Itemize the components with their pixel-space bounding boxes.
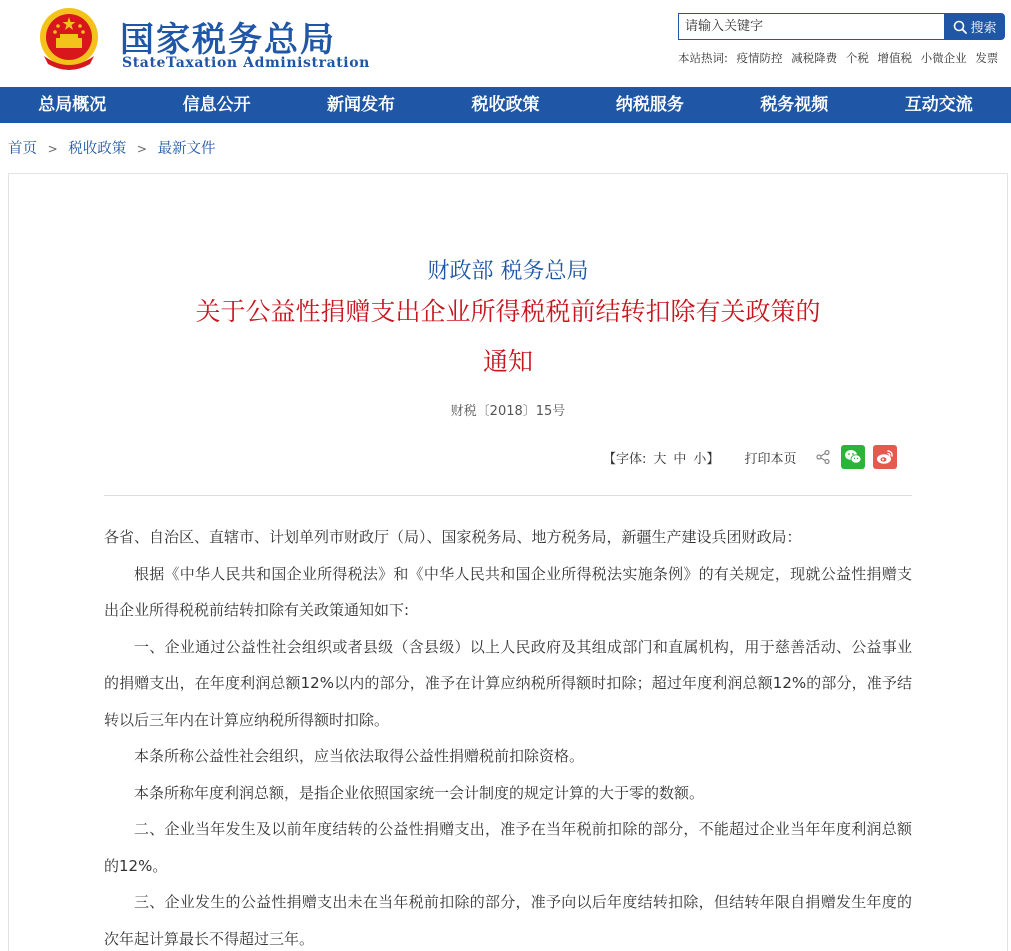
article-paragraph: 二、企业当年发生及以前年度结转的公益性捐赠支出，准予在当年税前扣除的部分，不能超过企业当年年度利润总额的12%。 (104, 820, 912, 875)
hotwords-bar (678, 50, 998, 66)
article-paragraph: 三、企业发生的公益性捐赠支出未在当年税前扣除的部分，准予向以后年度结转扣除，但结转年限自捐赠发生年度的次年起计算最长不得超过三年。 (104, 893, 912, 948)
hotword-link[interactable]: 小微企业 (920, 51, 967, 65)
hotword-link[interactable]: 疫情防控 (736, 51, 783, 65)
search-icon (953, 20, 967, 34)
article-paragraph: 本条所称公益性社会组织，应当依法取得公益性捐赠税前扣除资格。 (134, 747, 585, 765)
document-number: 财税〔2018〕15号 (450, 404, 566, 419)
wechat-icon (844, 449, 862, 465)
article-title-line1: 关于公益性捐赠支出企业所得税税前结转扣除有关政策的 (195, 297, 821, 326)
article-title-line2: 通知 (482, 347, 533, 376)
hotword-link[interactable]: 发票 (975, 51, 999, 65)
nav-item-tax-service[interactable]: 纳税服务 (615, 95, 684, 115)
breadcrumb-tax-policy[interactable]: 税收政策 (68, 141, 127, 157)
article-paragraph: 一、企业通过公益性社会组织或者县级（含县级）以上人民政府及其组成部门和直属机构，用于慈善活动、公益事业的捐赠支出，在年度利润总额12%以内的部分，准予在计算应纳税所得额时扣除；超过年度利润总额12%的部分，准予结转以后三年内在计算应纳税所得额时扣除。 (104, 637, 912, 729)
article-issuers: 财政部 税务总局 (427, 259, 589, 284)
wechat-share-icon[interactable] (841, 445, 865, 469)
hotword-link[interactable]: 个税 (845, 51, 869, 65)
hotwords-label: 本站热词: (678, 51, 728, 65)
breadcrumb-home[interactable]: 首页 (8, 141, 37, 157)
weibo-icon (876, 449, 894, 465)
font-size-small-button[interactable]: 小】 (693, 451, 720, 467)
nav-item-info-disclosure[interactable]: 信息公开 (182, 95, 251, 115)
share-icon[interactable] (815, 449, 831, 465)
site-header (0, 0, 1011, 87)
article-paragraph: 根据《中华人民共和国企业所得税法》和《中华人民共和国企业所得税法实施条例》的有关规定，现就公益性捐赠支出企业所得税税前结转扣除有关政策通知如下: (104, 564, 912, 619)
article-paragraph: 各省、自治区、直辖市、计划单列市财政厅（局）、国家税务局、地方税务局，新疆生产建设兵团财政局： (104, 528, 802, 546)
search-button[interactable] (945, 13, 1005, 40)
font-size-large-button[interactable]: 大 (653, 451, 667, 467)
brand-chinese-name[interactable]: 国家税务总局 (120, 20, 336, 60)
search-input[interactable] (678, 13, 945, 40)
article-tools (603, 444, 897, 470)
breadcrumb-latest-docs[interactable]: 最新文件 (157, 141, 216, 157)
nav-item-tax-video[interactable]: 税务视频 (760, 95, 829, 115)
breadcrumb (8, 137, 216, 158)
hotword-link[interactable]: 减税降费 (791, 51, 838, 65)
nav-item-interaction[interactable]: 互动交流 (904, 95, 973, 115)
content-divider (104, 495, 912, 496)
font-size-label: 【字体: (603, 451, 647, 467)
nav-item-overview[interactable]: 总局概况 (38, 95, 107, 115)
print-page-button[interactable]: 打印本页 (744, 451, 797, 467)
font-size-medium-button[interactable]: 中 (673, 451, 687, 467)
breadcrumb-separator: > (136, 142, 147, 156)
article-panel (8, 173, 1008, 951)
nav-item-news[interactable]: 新闻发布 (327, 95, 396, 115)
search-button-label: 搜索 (970, 21, 997, 36)
nav-item-tax-policy[interactable]: 税收政策 (471, 95, 540, 115)
main-nav (0, 87, 1011, 123)
weibo-share-icon[interactable] (873, 445, 897, 469)
article-body (104, 519, 912, 951)
hotword-link[interactable]: 增值税 (877, 51, 912, 65)
brand-english-name[interactable]: StateTaxation Administration (122, 55, 370, 71)
breadcrumb-separator: > (47, 142, 58, 156)
article-paragraph: 本条所称年度利润总额，是指企业依照国家统一会计制度的规定计算的大于零的数额。 (134, 783, 705, 802)
national-emblem-logo[interactable] (34, 4, 104, 74)
